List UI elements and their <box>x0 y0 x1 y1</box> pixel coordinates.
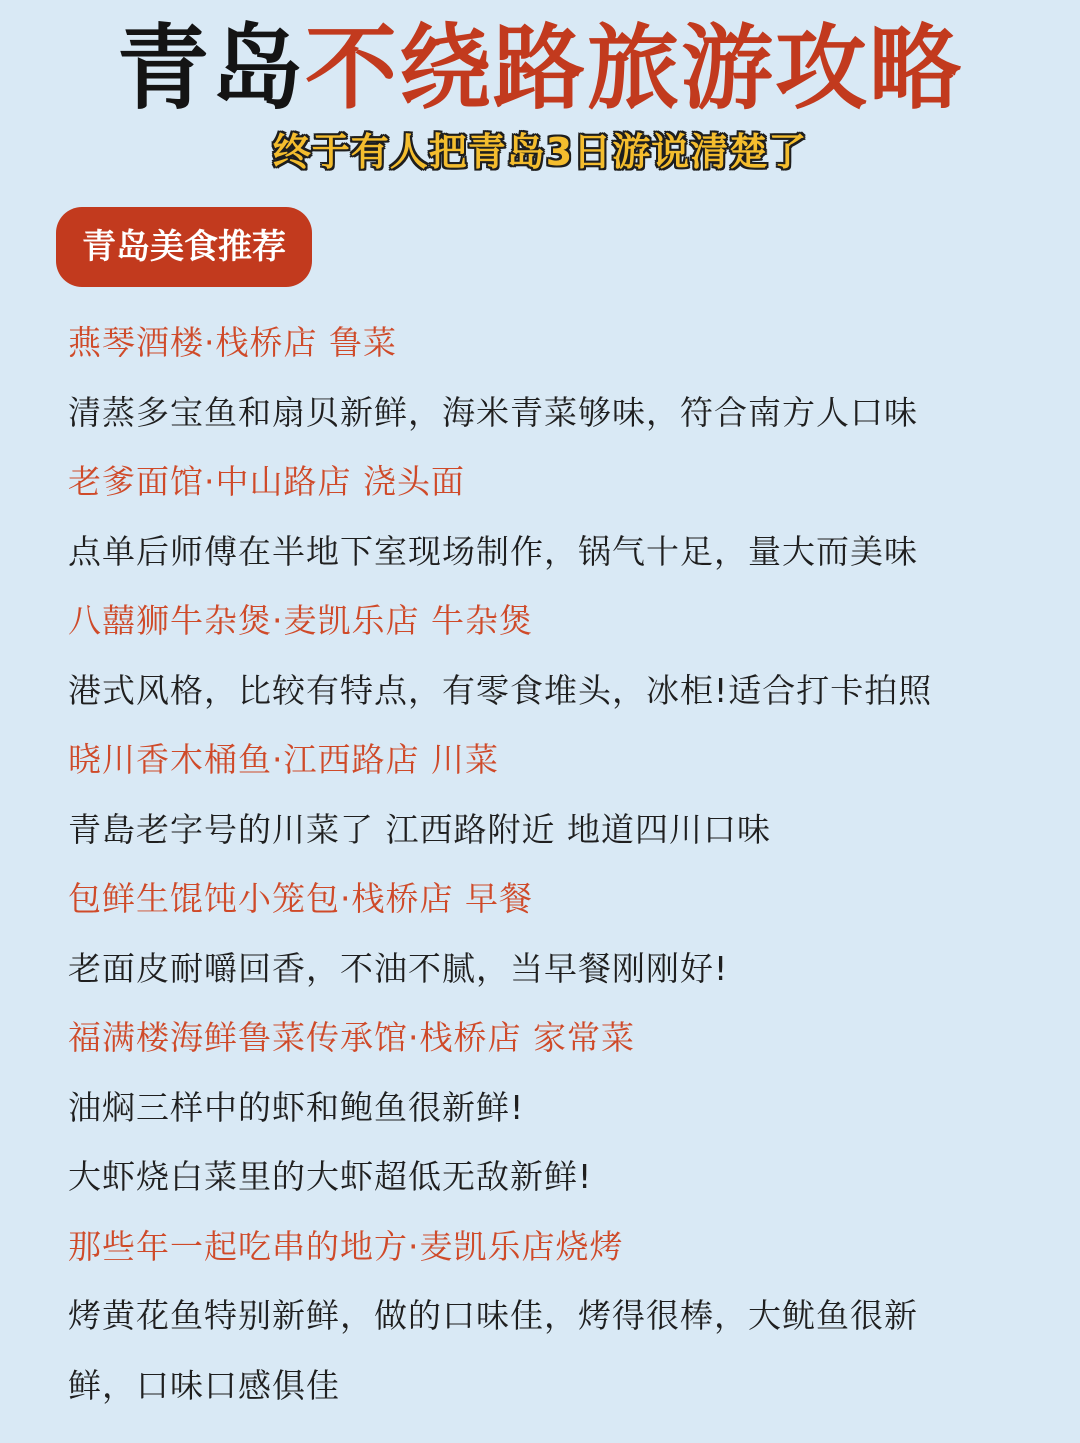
title-city: 青岛 <box>116 15 305 122</box>
restaurant-description: 大虾烧白菜里的大虾超低无敌新鲜! <box>68 1157 593 1196</box>
restaurant-name: 晓川香木桶鱼·江西路店 川菜 <box>68 740 499 779</box>
restaurant-list <box>68 308 1048 1420</box>
restaurant-description: 青島老字号的川菜了 江西路附近 地道四川口味 <box>68 809 771 849</box>
title-highlight: 不绕路旅游攻略 <box>305 15 964 122</box>
restaurant-description: 清蒸多宝鱼和扇贝新鲜，海米青菜够味，符合南方人口味 <box>68 392 918 432</box>
page-title <box>0 14 1080 124</box>
restaurant-description: 鲜，口味口感俱佳 <box>68 1365 340 1405</box>
restaurant-description: 油焖三样中的虾和鲍鱼很新鲜! <box>68 1087 525 1127</box>
restaurant-description: 烤黄花鱼特别新鲜，做的口味佳，烤得很棒，大鱿鱼很新 <box>68 1296 918 1335</box>
section-badge: 青岛美食推荐 <box>56 207 312 287</box>
restaurant-name: 老爹面馆·中山路店 浇头面 <box>68 462 465 501</box>
restaurant-name: 包鲜生馄饨小笼包·栈桥店 早餐 <box>68 879 533 918</box>
restaurant-description: 老面皮耐嚼回香，不油不腻，当早餐刚刚好! <box>68 948 729 988</box>
page-subtitle: 终于有人把青岛3日游说清楚了 <box>272 130 808 174</box>
restaurant-description: 港式风格，比较有特点，有零食堆头，冰柜!适合打卡拍照 <box>68 670 933 710</box>
restaurant-name: 那些年一起吃串的地方·麦凯乐店烧烤 <box>68 1226 624 1266</box>
restaurant-description: 点单后师傅在半地下室现场制作，锅气十足，量大而美味 <box>68 531 918 571</box>
restaurant-name: 八囍狮牛杂煲·麦凯乐店 牛杂煲 <box>68 601 533 640</box>
restaurant-name: 燕琴酒楼·栈桥店 鲁菜 <box>68 323 397 362</box>
restaurant-name: 福满楼海鲜鲁菜传承馆·栈桥店 家常菜 <box>68 1018 635 1057</box>
